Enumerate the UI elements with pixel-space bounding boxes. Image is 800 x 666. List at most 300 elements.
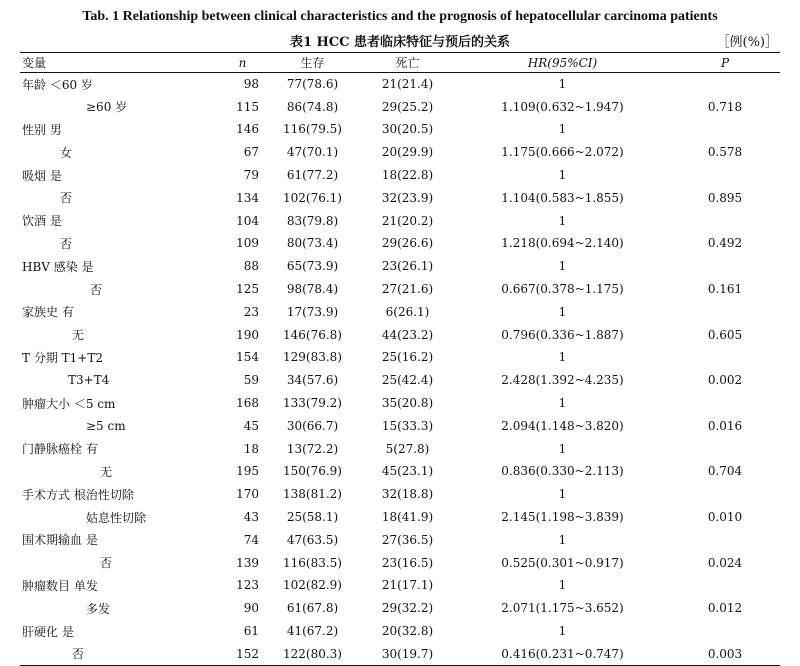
cell-survival-text: 25(58.1)	[286, 510, 339, 525]
cell-n	[220, 278, 265, 301]
cell-hr-text: 0.667(0.378~1.175)	[501, 282, 624, 297]
cell-variable-text: 否	[72, 647, 85, 662]
cell-death-text: 25(16.2)	[381, 350, 434, 365]
cell-hr-text: 1.218(0.694~2.140)	[501, 236, 624, 251]
cell-death	[360, 506, 455, 529]
cell-variable	[20, 369, 220, 392]
cell-death	[360, 483, 455, 506]
cell-n-text: 170	[236, 487, 259, 502]
table-row	[20, 278, 780, 301]
cell-n-text: 61	[243, 624, 259, 639]
cell-variable	[20, 186, 220, 209]
cell-death-text: 23(26.1)	[381, 259, 434, 274]
cell-death	[360, 437, 455, 460]
cell-variable	[20, 209, 220, 232]
cell-n	[220, 323, 265, 346]
cell-variable	[20, 300, 220, 323]
cell-hr-text: 0.796(0.336~1.887)	[501, 327, 624, 342]
cell-n	[220, 460, 265, 483]
cell-variable-text: 无	[72, 328, 85, 343]
cell-variable-text: 多发	[86, 601, 111, 616]
cell-n-text: 154	[236, 350, 259, 365]
cell-variable-text: 否	[100, 556, 113, 571]
cell-p	[670, 95, 780, 118]
cell-n	[220, 73, 265, 96]
cell-hr	[455, 186, 670, 209]
cell-death-text: 27(36.5)	[381, 532, 434, 547]
cell-survival	[265, 437, 360, 460]
cell-hr-text: 2.094(1.148~3.820)	[501, 418, 624, 433]
cell-variable-text: ≥60 岁	[86, 100, 128, 115]
cell-n	[220, 506, 265, 529]
cell-hr	[455, 369, 670, 392]
cell-death-text: 20(32.8)	[381, 624, 434, 639]
header-p: P	[670, 53, 780, 73]
cell-n	[220, 346, 265, 369]
table-title-chinese: 表1 HCC 患者临床特征与预后的关系	[289, 35, 511, 50]
cell-hr-text: 2.428(1.392~4.235)	[501, 373, 624, 388]
cell-variable	[20, 392, 220, 415]
cell-n-text: 18	[243, 441, 259, 456]
table-row	[20, 232, 780, 255]
cell-survival-text: 133(79.2)	[283, 396, 342, 411]
cell-death	[360, 620, 455, 643]
cell-death	[360, 255, 455, 278]
cell-variable	[20, 483, 220, 506]
cell-survival-text: 41(67.2)	[286, 624, 339, 639]
cell-death-text: 18(22.8)	[381, 168, 434, 183]
cell-survival-text: 65(73.9)	[286, 259, 339, 274]
cell-hr	[455, 506, 670, 529]
cell-survival-text: 116(83.5)	[283, 555, 342, 570]
cell-death-text: 45(23.1)	[381, 464, 434, 479]
table-body	[20, 73, 780, 666]
cell-hr-text: 1	[558, 122, 567, 137]
cell-death-text: 32(18.8)	[381, 487, 434, 502]
cell-variable	[20, 551, 220, 574]
cell-survival	[265, 574, 360, 597]
cell-n	[220, 164, 265, 187]
cell-variable-text: 姑息性切除	[86, 510, 147, 525]
cell-n-text: 67	[243, 145, 259, 160]
cell-n	[220, 209, 265, 232]
cell-n-text: 104	[236, 213, 259, 228]
cell-n	[220, 574, 265, 597]
cell-n-text: 45	[243, 418, 259, 433]
cell-p	[670, 278, 780, 301]
cell-variable-text: T3+T4	[68, 373, 110, 388]
cell-death-text: 23(16.5)	[381, 555, 434, 570]
cell-p	[670, 597, 780, 620]
cell-survival-text: 34(57.6)	[286, 373, 339, 388]
cell-n-text: 190	[236, 327, 259, 342]
cell-hr-text: 1	[558, 304, 567, 319]
cell-variable-text: 门静脉癌栓 有	[22, 442, 98, 457]
cell-death-text: 21(17.1)	[381, 578, 434, 593]
cell-survival-text: 83(79.8)	[286, 213, 339, 228]
cell-survival	[265, 506, 360, 529]
cell-p	[670, 414, 780, 437]
cell-variable	[20, 323, 220, 346]
cell-p-text: 0.704	[707, 464, 743, 479]
cell-hr	[455, 95, 670, 118]
cell-survival	[265, 278, 360, 301]
cell-death-text: 21(20.2)	[381, 213, 434, 228]
clinical-characteristics-table	[20, 52, 780, 666]
cell-hr-text: 1	[558, 487, 567, 502]
cell-survival	[265, 460, 360, 483]
cell-death-text: 30(20.5)	[381, 122, 434, 137]
cell-death	[360, 346, 455, 369]
cell-survival	[265, 620, 360, 643]
cell-death	[360, 278, 455, 301]
table-row	[20, 209, 780, 232]
cell-n-text: 109	[236, 236, 259, 251]
cell-p-text: 0.492	[707, 236, 743, 251]
cell-hr	[455, 278, 670, 301]
cell-survival	[265, 346, 360, 369]
table-row	[20, 255, 780, 278]
cell-hr	[455, 528, 670, 551]
cell-hr-text: 1	[558, 213, 567, 228]
cell-survival	[265, 186, 360, 209]
cell-hr-text: 1	[558, 441, 567, 456]
cell-survival-text: 138(81.2)	[283, 487, 342, 502]
cell-variable	[20, 437, 220, 460]
cell-survival	[265, 369, 360, 392]
cell-survival-text: 61(77.2)	[286, 168, 339, 183]
cell-n	[220, 597, 265, 620]
cell-p-text: 0.895	[707, 190, 743, 205]
cell-death	[360, 369, 455, 392]
cell-p	[670, 460, 780, 483]
table-row	[20, 574, 780, 597]
cell-p	[670, 300, 780, 323]
cell-p	[670, 392, 780, 415]
cell-survival	[265, 95, 360, 118]
cell-p-text: 0.718	[707, 99, 743, 114]
cell-n-text: 23	[243, 304, 259, 319]
cell-variable-text: 围术期输血 是	[22, 533, 98, 548]
cell-survival-text: 13(72.2)	[286, 441, 339, 456]
cell-survival-text: 150(76.9)	[283, 464, 342, 479]
cell-variable-text: 肝硬化 是	[22, 624, 74, 639]
cell-survival-text: 47(63.5)	[286, 532, 339, 547]
cell-n	[220, 232, 265, 255]
table-row	[20, 141, 780, 164]
cell-survival	[265, 73, 360, 96]
cell-variable	[20, 620, 220, 643]
cell-p	[670, 323, 780, 346]
cell-variable	[20, 506, 220, 529]
cell-n-text: 90	[243, 601, 259, 616]
cell-survival	[265, 232, 360, 255]
cell-hr	[455, 346, 670, 369]
cell-variable-text: 吸烟 是	[22, 168, 62, 183]
cell-hr-text: 1	[558, 396, 567, 411]
cell-p	[670, 232, 780, 255]
table-row	[20, 483, 780, 506]
cell-variable-text: 手术方式 根治性切除	[22, 487, 134, 502]
cell-death	[360, 118, 455, 141]
cell-death	[360, 528, 455, 551]
cell-death-text: 29(25.2)	[381, 99, 434, 114]
cell-p	[670, 141, 780, 164]
cell-survival	[265, 392, 360, 415]
cell-death-text: 20(29.9)	[381, 145, 434, 160]
cell-n-text: 59	[243, 373, 259, 388]
table-row	[20, 323, 780, 346]
cell-n	[220, 483, 265, 506]
cell-death	[360, 323, 455, 346]
cell-death-text: 18(41.9)	[381, 510, 434, 525]
cell-n	[220, 95, 265, 118]
cell-death	[360, 95, 455, 118]
cell-survival	[265, 141, 360, 164]
cell-hr	[455, 551, 670, 574]
cell-variable-text: 否	[60, 191, 73, 206]
cell-survival	[265, 164, 360, 187]
table-row	[20, 620, 780, 643]
cell-p	[670, 369, 780, 392]
cell-hr	[455, 414, 670, 437]
cell-p-text: 0.002	[707, 373, 743, 388]
cell-death-text: 29(32.2)	[381, 601, 434, 616]
cell-hr	[455, 323, 670, 346]
cell-hr	[455, 232, 670, 255]
cell-hr-text: 1	[558, 532, 567, 547]
cell-n	[220, 369, 265, 392]
cell-hr-text: 1	[558, 77, 567, 92]
cell-death	[360, 186, 455, 209]
header-variable: 变量	[20, 53, 220, 73]
cell-hr	[455, 460, 670, 483]
cell-death-text: 5(27.8)	[385, 441, 430, 456]
table-row	[20, 414, 780, 437]
cell-variable-text: 肿瘤大小 ＜5 cm	[22, 396, 116, 411]
cell-hr	[455, 255, 670, 278]
cell-death	[360, 232, 455, 255]
cell-p-text: 0.605	[707, 327, 743, 342]
cell-variable-text: 否	[60, 236, 73, 251]
cell-n-text: 125	[236, 282, 259, 297]
cell-survival	[265, 528, 360, 551]
cell-survival-text: 17(73.9)	[286, 304, 339, 319]
cell-survival-text: 116(79.5)	[283, 122, 342, 137]
cell-death-text: 29(26.6)	[381, 236, 434, 251]
cell-n	[220, 551, 265, 574]
cell-death	[360, 300, 455, 323]
cell-hr	[455, 209, 670, 232]
cell-n	[220, 118, 265, 141]
table-row	[20, 597, 780, 620]
table-unit: ［例(%)］	[716, 35, 778, 50]
cell-n-text: 79	[243, 168, 259, 183]
cell-death	[360, 141, 455, 164]
cell-n-text: 115	[236, 99, 259, 114]
cell-death-text: 15(33.3)	[381, 418, 434, 433]
cell-p	[670, 255, 780, 278]
table-row	[20, 164, 780, 187]
cell-death-text: 21(21.4)	[381, 77, 434, 92]
cell-p	[670, 528, 780, 551]
cell-hr-text: 2.145(1.198~3.839)	[501, 510, 624, 525]
cell-survival-text: 47(70.1)	[286, 145, 339, 160]
cell-variable-text: T 分期 T1+T2	[22, 350, 103, 365]
cell-n-text: 168	[236, 396, 259, 411]
cell-p	[670, 483, 780, 506]
cell-variable	[20, 95, 220, 118]
cell-n-text: 146	[236, 122, 259, 137]
table-row	[20, 118, 780, 141]
cell-p-text: 0.161	[707, 282, 743, 297]
table-row	[20, 346, 780, 369]
cell-variable	[20, 574, 220, 597]
cell-death	[360, 164, 455, 187]
cell-survival	[265, 118, 360, 141]
cell-survival-text: 98(78.4)	[286, 282, 339, 297]
cell-p	[670, 346, 780, 369]
cell-death-text: 32(23.9)	[381, 190, 434, 205]
header-survival: 生存	[265, 53, 360, 73]
cell-p-text: 0.024	[707, 555, 743, 570]
cell-variable	[20, 118, 220, 141]
table-row	[20, 528, 780, 551]
cell-death	[360, 414, 455, 437]
cell-death-text: 25(42.4)	[381, 373, 434, 388]
cell-survival-text: 77(78.6)	[286, 77, 339, 92]
cell-hr	[455, 164, 670, 187]
cell-variable-text: 性别 男	[22, 122, 62, 137]
cell-hr-text: 2.071(1.175~3.652)	[501, 601, 624, 616]
cell-n	[220, 186, 265, 209]
cell-p-text: 0.003	[707, 646, 743, 661]
cell-survival-text: 86(74.8)	[286, 99, 339, 114]
table-row	[20, 186, 780, 209]
cell-n-text: 195	[236, 464, 259, 479]
cell-p	[670, 620, 780, 643]
cell-variable	[20, 460, 220, 483]
cell-p-text: 0.010	[707, 510, 743, 525]
cell-n-text: 139	[236, 555, 259, 570]
table-row	[20, 437, 780, 460]
cell-survival	[265, 323, 360, 346]
table-title-english: Tab. 1 Relationship between clinical characteristics and the prognosis of hepatocellular carcinoma patients	[82, 9, 718, 24]
cell-n-text: 98	[243, 77, 259, 92]
cell-hr	[455, 437, 670, 460]
cell-variable-text: 女	[60, 145, 73, 160]
cell-survival-text: 102(76.1)	[283, 190, 342, 205]
cell-survival	[265, 255, 360, 278]
cell-hr-text: 1.104(0.583~1.855)	[501, 190, 624, 205]
cell-n	[220, 392, 265, 415]
cell-n	[220, 528, 265, 551]
cell-p	[670, 506, 780, 529]
cell-variable	[20, 255, 220, 278]
cell-variable	[20, 232, 220, 255]
table-header-row	[20, 53, 780, 73]
cell-survival-text: 146(76.8)	[283, 327, 342, 342]
cell-death-text: 6(26.1)	[385, 304, 430, 319]
cell-survival-text: 61(67.8)	[286, 601, 339, 616]
cell-variable	[20, 73, 220, 96]
cell-variable-text: ≥5 cm	[86, 418, 126, 433]
cell-survival	[265, 300, 360, 323]
cell-survival	[265, 597, 360, 620]
cell-n-text: 43	[243, 510, 259, 525]
cell-variable	[20, 346, 220, 369]
cell-n-text: 123	[236, 578, 259, 593]
cell-n-text: 74	[243, 532, 259, 547]
cell-death-text: 35(20.8)	[381, 396, 434, 411]
cell-n	[220, 414, 265, 437]
cell-hr-text: 0.416(0.231~0.747)	[501, 646, 624, 661]
table-row	[20, 551, 780, 574]
table-row	[20, 506, 780, 529]
cell-death-text: 30(19.7)	[381, 646, 434, 661]
header-n: n	[220, 53, 265, 73]
cell-survival-text: 30(66.7)	[286, 418, 339, 433]
cell-death-text: 27(21.6)	[381, 282, 434, 297]
cell-variable-text: 否	[90, 282, 103, 297]
cell-hr-text: 1	[558, 350, 567, 365]
table-row	[20, 369, 780, 392]
cell-death-text: 44(23.2)	[381, 327, 434, 342]
cell-survival	[265, 483, 360, 506]
cell-hr-text: 1	[558, 578, 567, 593]
cell-n	[220, 620, 265, 643]
cell-n	[220, 141, 265, 164]
cell-variable	[20, 597, 220, 620]
cell-variable-text: 肿瘤数目 单发	[22, 578, 98, 593]
cell-hr-text: 0.836(0.330~2.113)	[501, 464, 624, 479]
cell-p	[670, 118, 780, 141]
cell-death	[360, 460, 455, 483]
cell-p	[670, 437, 780, 460]
table-row	[20, 392, 780, 415]
cell-p	[670, 164, 780, 187]
cell-hr	[455, 392, 670, 415]
cell-variable	[20, 278, 220, 301]
cell-p	[670, 73, 780, 96]
cell-survival	[265, 551, 360, 574]
cell-n	[220, 255, 265, 278]
cell-n-text: 134	[236, 190, 259, 205]
cell-variable	[20, 141, 220, 164]
cell-variable	[20, 414, 220, 437]
cell-variable-text: 无	[100, 464, 113, 479]
table-row	[20, 95, 780, 118]
cell-p	[670, 574, 780, 597]
cell-p	[670, 186, 780, 209]
cell-survival-text: 129(83.8)	[283, 350, 342, 365]
cell-variable	[20, 164, 220, 187]
cell-hr	[455, 300, 670, 323]
cell-p-text: 0.016	[707, 418, 743, 433]
cell-hr	[455, 141, 670, 164]
cell-hr	[455, 73, 670, 96]
cell-hr	[455, 620, 670, 643]
cell-survival-text: 122(80.3)	[283, 646, 342, 661]
cell-hr-text: 1.109(0.632~1.947)	[501, 99, 624, 114]
header-death: 死亡	[360, 53, 455, 73]
cell-variable-text: 家族史 有	[22, 305, 74, 320]
cell-hr-text: 1	[558, 624, 567, 639]
cell-survival-text: 80(73.4)	[286, 236, 339, 251]
cell-p-text: 0.012	[707, 601, 743, 616]
header-hr: HR(95%CI)	[455, 53, 670, 73]
cell-variable-text: 饮酒 是	[22, 214, 62, 229]
